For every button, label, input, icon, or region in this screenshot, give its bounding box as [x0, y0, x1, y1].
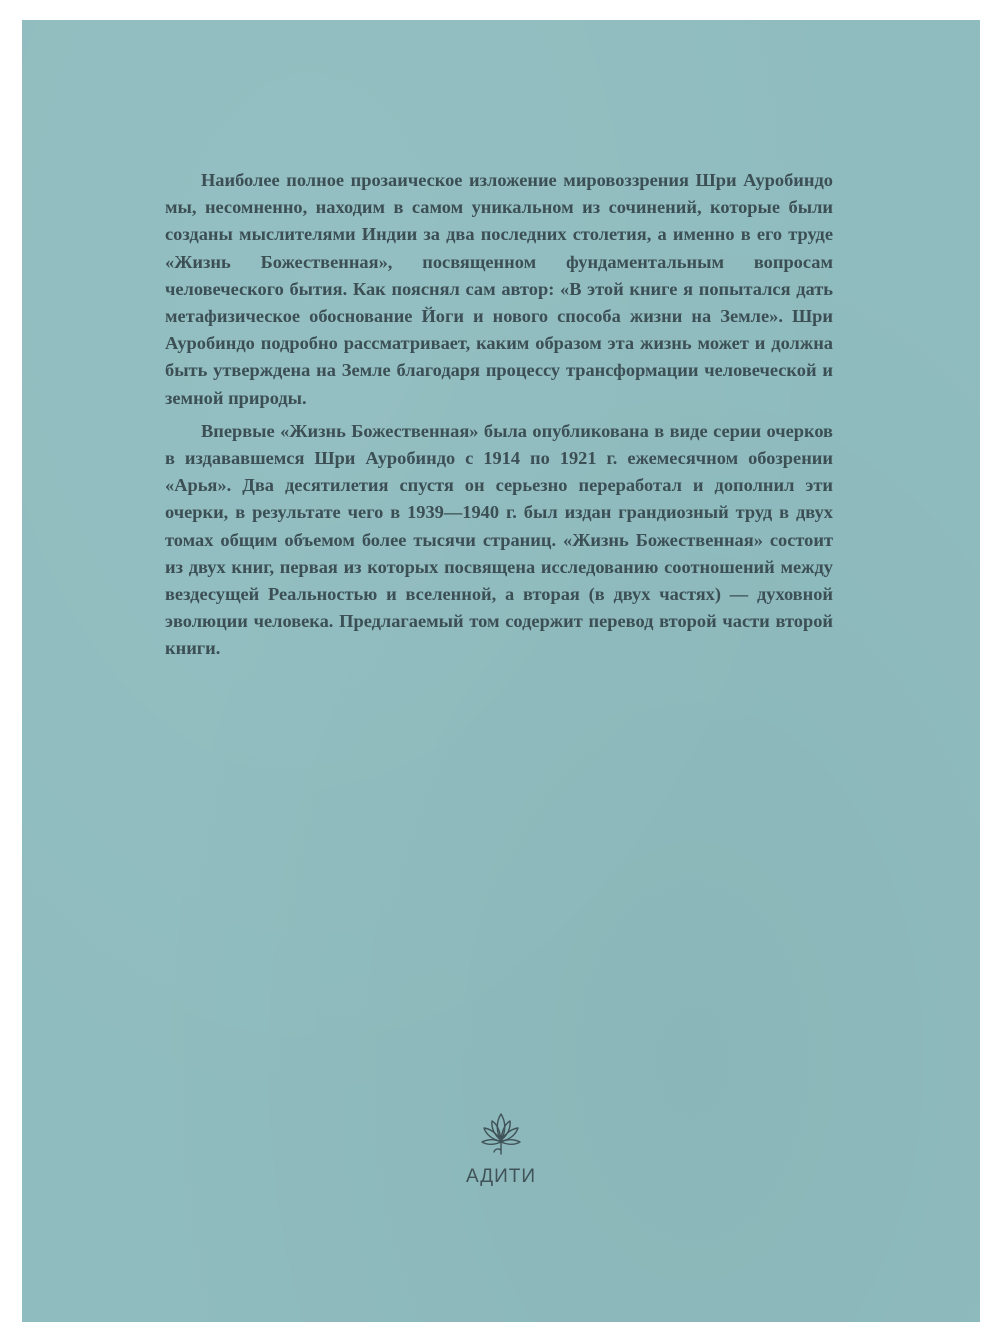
blurb-paragraph-1: Наиболее полное прозаическое изложение мировоззрения Шри Ауробиндо мы, несомненно, находим в самом уникальном из сочинений, которые были созданы мыслителями Индии за два последних столетия, а именно в его труде «Жизнь Божественная», посвященном фундаментальным вопросам человеческого бытия. Как пояснял сам автор: «В этой книге я попытался дать метафизическое обоснование Йоги и нового способа жизни на Земле». Шри Ауробиндо подробно рассматривает, каким образом эта жизнь может и должна быть утверждена на Земле благодаря процессу трансформации человеческой и земной природы. — [165, 170, 833, 408]
lotus-icon — [477, 1108, 525, 1160]
back-cover — [22, 20, 980, 1322]
blurb-paragraph-2: Впервые «Жизнь Божественная» была опубликована в виде серии очерков в издававшемся Шри Ауробиндо с 1914 по 1921 г. ежемесячном обозрении «Арья». Два десятилетия спустя он серьезно переработал и дополнил эти очерки, в результате чего в 1939—1940 г. был издан грандиозный труд в двух томах общим объемом более тысячи страниц. «Жизнь Божественная» состоит из двух книг, первая из которых посвящена исследованию соотношений между вездесущей Реальностью и вселенной, а вторая (в двух частях) — духовной эволюции человека. Предлагаемый том содержит перевод второй части второй книги. — [165, 420, 833, 659]
publisher-name: АДИТИ — [465, 1166, 537, 1187]
cover-blurb — [165, 167, 833, 663]
publisher-mark — [22, 1108, 980, 1188]
